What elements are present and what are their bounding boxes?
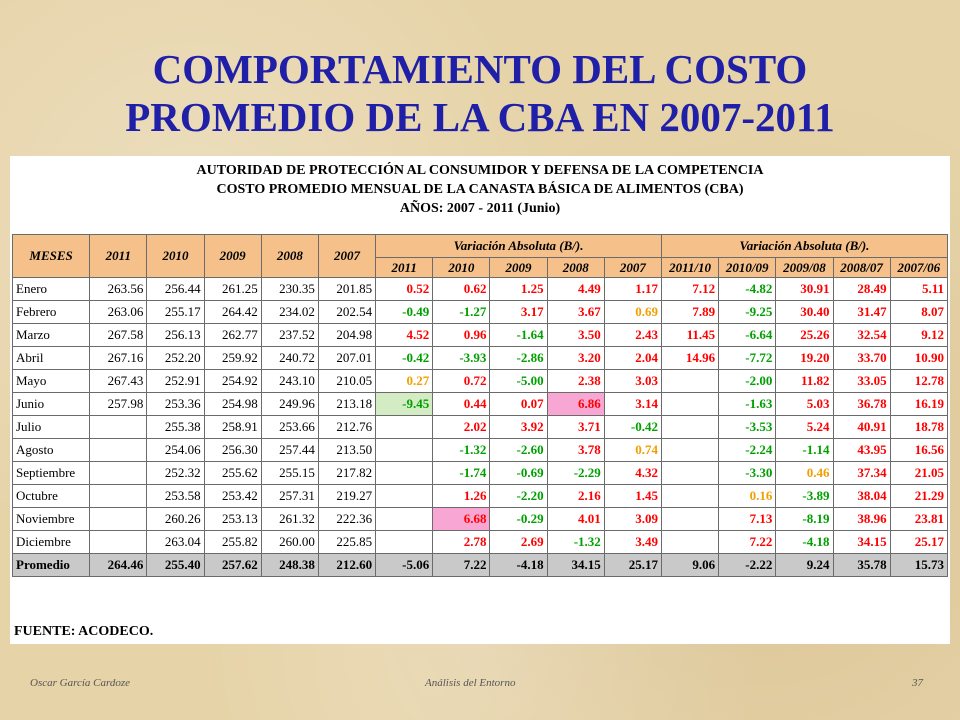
variation-interannual-cell: 9.12	[890, 324, 947, 347]
variation-cell: 0.69	[604, 301, 661, 324]
cost-cell: 234.02	[261, 301, 318, 324]
promedio-cost-cell: 264.46	[90, 554, 147, 577]
variation-cell: 0.07	[490, 393, 547, 416]
col-header-year: 2008	[261, 235, 318, 278]
cost-cell	[90, 531, 147, 554]
cost-cell: 255.82	[204, 531, 261, 554]
variation-interannual-cell: 0.16	[719, 485, 776, 508]
variation-cell: -2.29	[547, 462, 604, 485]
variation-cell: -1.32	[547, 531, 604, 554]
variation-cell: 3.92	[490, 416, 547, 439]
variation-interannual-cell: 38.04	[833, 485, 890, 508]
variation-interannual-cell: 10.90	[890, 347, 947, 370]
source-note: FUENTE: ACODECO.	[14, 624, 154, 639]
sub-header: 2008	[547, 258, 604, 278]
variation-cell: 1.25	[490, 278, 547, 301]
cost-cell: 253.13	[204, 508, 261, 531]
table-row	[13, 301, 948, 324]
variation-cell: 2.16	[547, 485, 604, 508]
variation-cell: -0.42	[604, 416, 661, 439]
variation-interannual-cell: -9.25	[719, 301, 776, 324]
sheet-header-line2: COSTO PROMEDIO MENSUAL DE LA CANASTA BÁSICA DE ALIMENTOS (CBA)	[216, 182, 744, 197]
variation-cell: -0.29	[490, 508, 547, 531]
variation-interannual-cell: -1.14	[776, 439, 833, 462]
cost-cell: 210.05	[318, 370, 375, 393]
cost-cell: 263.56	[90, 278, 147, 301]
variation-interannual-cell: 25.17	[890, 531, 947, 554]
cost-cell: 240.72	[261, 347, 318, 370]
cost-cell: 262.77	[204, 324, 261, 347]
variation-interannual-cell	[661, 508, 718, 531]
sub-header: 2009/08	[776, 258, 833, 278]
variation-cell: 2.43	[604, 324, 661, 347]
cost-cell: 257.44	[261, 439, 318, 462]
cost-cell: 252.32	[147, 462, 204, 485]
promedio-variation-interannual-cell: 9.24	[776, 554, 833, 577]
cost-cell	[90, 508, 147, 531]
sub-header: 2010/09	[719, 258, 776, 278]
variation-interannual-cell: 5.24	[776, 416, 833, 439]
group-header-variacion-1: Variación Absoluta (B/).	[376, 235, 662, 258]
table-row	[13, 485, 948, 508]
variation-interannual-cell: -3.89	[776, 485, 833, 508]
cost-cell: 255.62	[204, 462, 261, 485]
variation-cell: 3.14	[604, 393, 661, 416]
cost-cell: 263.04	[147, 531, 204, 554]
cost-cell: 213.50	[318, 439, 375, 462]
cost-cell: 253.58	[147, 485, 204, 508]
cost-cell: 255.38	[147, 416, 204, 439]
variation-cell	[376, 439, 433, 462]
variation-interannual-cell: 0.46	[776, 462, 833, 485]
cost-cell: 252.20	[147, 347, 204, 370]
cost-cell: 217.82	[318, 462, 375, 485]
promedio-variation-cell: 34.15	[547, 554, 604, 577]
variation-cell: -2.60	[490, 439, 547, 462]
table-row	[13, 393, 948, 416]
variation-interannual-cell: 21.29	[890, 485, 947, 508]
variation-interannual-cell: -7.72	[719, 347, 776, 370]
variation-interannual-cell: 38.96	[833, 508, 890, 531]
sub-header: 2007	[604, 258, 661, 278]
variation-interannual-cell: 30.91	[776, 278, 833, 301]
cost-cell: 259.92	[204, 347, 261, 370]
variation-cell: 0.74	[604, 439, 661, 462]
col-header-year: 2009	[204, 235, 261, 278]
variation-interannual-cell: 5.03	[776, 393, 833, 416]
group-header-variacion-2: Variación Absoluta (B/).	[661, 235, 947, 258]
cost-cell: 261.32	[261, 508, 318, 531]
month-cell: Noviembre	[13, 508, 90, 531]
variation-cell	[376, 416, 433, 439]
month-cell: Febrero	[13, 301, 90, 324]
cost-cell: 253.36	[147, 393, 204, 416]
sub-header: 2011	[376, 258, 433, 278]
variation-interannual-cell: -3.53	[719, 416, 776, 439]
variation-interannual-cell: 14.96	[661, 347, 718, 370]
promedio-cost-cell: 255.40	[147, 554, 204, 577]
variation-cell: -5.00	[490, 370, 547, 393]
variation-cell: 0.27	[376, 370, 433, 393]
variation-interannual-cell: -8.19	[776, 508, 833, 531]
table-row	[13, 278, 948, 301]
variation-interannual-cell: -3.30	[719, 462, 776, 485]
cost-cell: 256.44	[147, 278, 204, 301]
variation-cell: 2.04	[604, 347, 661, 370]
sub-header: 2009	[490, 258, 547, 278]
variation-cell	[376, 485, 433, 508]
variation-cell: 0.96	[433, 324, 490, 347]
variation-interannual-cell: 30.40	[776, 301, 833, 324]
cost-cell: 213.18	[318, 393, 375, 416]
variation-interannual-cell: 33.70	[833, 347, 890, 370]
cost-cell: 225.85	[318, 531, 375, 554]
slide-title-line2: PROMEDIO DE LA CBA EN 2007-2011	[125, 94, 835, 140]
variation-interannual-cell: 43.95	[833, 439, 890, 462]
variation-cell: 3.71	[547, 416, 604, 439]
variation-cell: 2.69	[490, 531, 547, 554]
cost-cell: 207.01	[318, 347, 375, 370]
variation-interannual-cell: 16.56	[890, 439, 947, 462]
month-cell: Enero	[13, 278, 90, 301]
sub-header: 2007/06	[890, 258, 947, 278]
promedio-label: Promedio	[13, 554, 90, 577]
footer-page-number: 37	[912, 677, 923, 689]
variation-interannual-cell	[661, 393, 718, 416]
variation-interannual-cell: 40.91	[833, 416, 890, 439]
cost-cell: 202.54	[318, 301, 375, 324]
sheet-header-line1: AUTORIDAD DE PROTECCIÓN AL CONSUMIDOR Y DEFENSA DE LA COMPETENCIA	[196, 163, 764, 178]
cost-cell: 254.06	[147, 439, 204, 462]
promedio-variation-cell: -4.18	[490, 554, 547, 577]
cost-cell: 201.85	[318, 278, 375, 301]
variation-cell: 3.49	[604, 531, 661, 554]
variation-cell: 0.44	[433, 393, 490, 416]
variation-interannual-cell: 5.11	[890, 278, 947, 301]
variation-interannual-cell: 7.12	[661, 278, 718, 301]
table-row	[13, 370, 948, 393]
variation-cell: 3.67	[547, 301, 604, 324]
variation-interannual-cell: 11.82	[776, 370, 833, 393]
variation-cell: -1.64	[490, 324, 547, 347]
cost-cell: 254.98	[204, 393, 261, 416]
cost-cell: 267.16	[90, 347, 147, 370]
sheet-header-line3: AÑOS: 2007 - 2011 (Junio)	[399, 201, 561, 216]
variation-cell: 1.45	[604, 485, 661, 508]
col-header-year: 2011	[90, 235, 147, 278]
sub-header: 2011/10	[661, 258, 718, 278]
table-row	[13, 324, 948, 347]
cost-cell: 258.91	[204, 416, 261, 439]
variation-cell: 3.20	[547, 347, 604, 370]
promedio-variation-interannual-cell: 9.06	[661, 554, 718, 577]
variation-interannual-cell: -2.00	[719, 370, 776, 393]
variation-interannual-cell: 7.13	[719, 508, 776, 531]
variation-cell: -1.74	[433, 462, 490, 485]
variation-cell: 3.50	[547, 324, 604, 347]
cost-cell: 257.31	[261, 485, 318, 508]
month-cell: Octubre	[13, 485, 90, 508]
variation-interannual-cell: 31.47	[833, 301, 890, 324]
sub-header: 2010	[433, 258, 490, 278]
cost-cell: 256.30	[204, 439, 261, 462]
slide-title-line1: COMPORTAMIENTO DEL COSTO	[152, 46, 808, 92]
variation-cell: -1.32	[433, 439, 490, 462]
variation-cell: -0.42	[376, 347, 433, 370]
variation-interannual-cell: 34.15	[833, 531, 890, 554]
cost-cell: 263.06	[90, 301, 147, 324]
variation-cell: 4.49	[547, 278, 604, 301]
table-row	[13, 439, 948, 462]
variation-interannual-cell	[661, 439, 718, 462]
month-cell: Abril	[13, 347, 90, 370]
cost-cell: 255.17	[147, 301, 204, 324]
footer-author: Oscar García Cardoze	[30, 677, 131, 689]
cost-cell: 249.96	[261, 393, 318, 416]
variation-cell: -0.69	[490, 462, 547, 485]
month-cell: Agosto	[13, 439, 90, 462]
variation-cell: -2.20	[490, 485, 547, 508]
variation-interannual-cell: 32.54	[833, 324, 890, 347]
cost-cell: 230.35	[261, 278, 318, 301]
promedio-variation-cell: -5.06	[376, 554, 433, 577]
variation-interannual-cell: 21.05	[890, 462, 947, 485]
variation-cell: 3.09	[604, 508, 661, 531]
variation-interannual-cell	[661, 485, 718, 508]
variation-cell: 6.68	[433, 508, 490, 531]
col-header-year: 2007	[318, 235, 375, 278]
variation-interannual-cell: -6.64	[719, 324, 776, 347]
month-cell: Junio	[13, 393, 90, 416]
variation-interannual-cell	[661, 416, 718, 439]
variation-cell	[376, 531, 433, 554]
table-row	[13, 508, 948, 531]
variation-cell: 1.26	[433, 485, 490, 508]
variation-interannual-cell	[661, 370, 718, 393]
variation-cell: -0.49	[376, 301, 433, 324]
variation-cell: -9.45	[376, 393, 433, 416]
cost-cell: 254.92	[204, 370, 261, 393]
col-header-year: 2010	[147, 235, 204, 278]
cost-cell: 237.52	[261, 324, 318, 347]
variation-interannual-cell: 18.78	[890, 416, 947, 439]
variation-interannual-cell: -2.24	[719, 439, 776, 462]
cost-cell: 257.98	[90, 393, 147, 416]
promedio-variation-interannual-cell: -2.22	[719, 554, 776, 577]
cost-cell: 243.10	[261, 370, 318, 393]
variation-interannual-cell: 33.05	[833, 370, 890, 393]
variation-interannual-cell: 11.45	[661, 324, 718, 347]
variation-cell: -3.93	[433, 347, 490, 370]
table-row	[13, 416, 948, 439]
variation-interannual-cell: 7.22	[719, 531, 776, 554]
variation-cell: 0.72	[433, 370, 490, 393]
promedio-cost-cell: 212.60	[318, 554, 375, 577]
spreadsheet-image	[10, 156, 950, 644]
variation-interannual-cell	[661, 462, 718, 485]
month-cell: Septiembre	[13, 462, 90, 485]
cost-cell: 264.42	[204, 301, 261, 324]
cost-cell	[90, 485, 147, 508]
variation-interannual-cell: 23.81	[890, 508, 947, 531]
col-header-meses: MESES	[13, 235, 90, 278]
variation-interannual-cell: 16.19	[890, 393, 947, 416]
variation-cell: 4.01	[547, 508, 604, 531]
promedio-variation-cell: 7.22	[433, 554, 490, 577]
variation-cell: 2.38	[547, 370, 604, 393]
variation-cell	[376, 508, 433, 531]
variation-cell: -2.86	[490, 347, 547, 370]
cost-cell: 252.91	[147, 370, 204, 393]
cost-cell: 219.27	[318, 485, 375, 508]
variation-interannual-cell: 25.26	[776, 324, 833, 347]
cost-cell: 260.00	[261, 531, 318, 554]
promedio-variation-interannual-cell: 15.73	[890, 554, 947, 577]
table-row	[13, 462, 948, 485]
variation-cell: 2.02	[433, 416, 490, 439]
variation-cell: 0.52	[376, 278, 433, 301]
table-row	[13, 347, 948, 370]
promedio-variation-cell: 25.17	[604, 554, 661, 577]
variation-cell: -1.27	[433, 301, 490, 324]
variation-interannual-cell: -1.63	[719, 393, 776, 416]
cost-cell: 253.42	[204, 485, 261, 508]
variation-interannual-cell: 37.34	[833, 462, 890, 485]
variation-cell: 4.52	[376, 324, 433, 347]
cost-cell: 255.15	[261, 462, 318, 485]
promedio-cost-cell: 257.62	[204, 554, 261, 577]
cost-cell: 256.13	[147, 324, 204, 347]
promedio-variation-interannual-cell: 35.78	[833, 554, 890, 577]
month-cell: Mayo	[13, 370, 90, 393]
slide-title	[0, 45, 960, 141]
cost-cell	[90, 416, 147, 439]
variation-cell: 0.62	[433, 278, 490, 301]
month-cell: Julio	[13, 416, 90, 439]
variation-cell: 2.78	[433, 531, 490, 554]
cba-table	[12, 234, 948, 577]
cost-cell	[90, 462, 147, 485]
cost-cell: 261.25	[204, 278, 261, 301]
cost-cell	[90, 439, 147, 462]
variation-cell	[376, 462, 433, 485]
cost-cell: 212.76	[318, 416, 375, 439]
variation-interannual-cell: -4.82	[719, 278, 776, 301]
variation-interannual-cell: -4.18	[776, 531, 833, 554]
variation-cell: 3.78	[547, 439, 604, 462]
month-cell: Marzo	[13, 324, 90, 347]
table-row	[13, 531, 948, 554]
month-cell: Diciembre	[13, 531, 90, 554]
variation-interannual-cell: 8.07	[890, 301, 947, 324]
promedio-row	[13, 554, 948, 577]
footer-course: Análisis del Entorno	[425, 677, 516, 689]
variation-interannual-cell: 7.89	[661, 301, 718, 324]
variation-cell: 3.17	[490, 301, 547, 324]
variation-cell: 6.86	[547, 393, 604, 416]
cost-cell: 267.43	[90, 370, 147, 393]
cost-cell: 204.98	[318, 324, 375, 347]
variation-interannual-cell	[661, 531, 718, 554]
variation-interannual-cell: 28.49	[833, 278, 890, 301]
variation-interannual-cell: 12.78	[890, 370, 947, 393]
variation-cell: 4.32	[604, 462, 661, 485]
cost-cell: 260.26	[147, 508, 204, 531]
promedio-cost-cell: 248.38	[261, 554, 318, 577]
variation-interannual-cell: 36.78	[833, 393, 890, 416]
variation-cell: 1.17	[604, 278, 661, 301]
cost-cell: 222.36	[318, 508, 375, 531]
variation-cell: 3.03	[604, 370, 661, 393]
table-header-row	[13, 235, 948, 258]
sub-header: 2008/07	[833, 258, 890, 278]
cost-cell: 267.58	[90, 324, 147, 347]
variation-interannual-cell: 19.20	[776, 347, 833, 370]
cost-cell: 253.66	[261, 416, 318, 439]
